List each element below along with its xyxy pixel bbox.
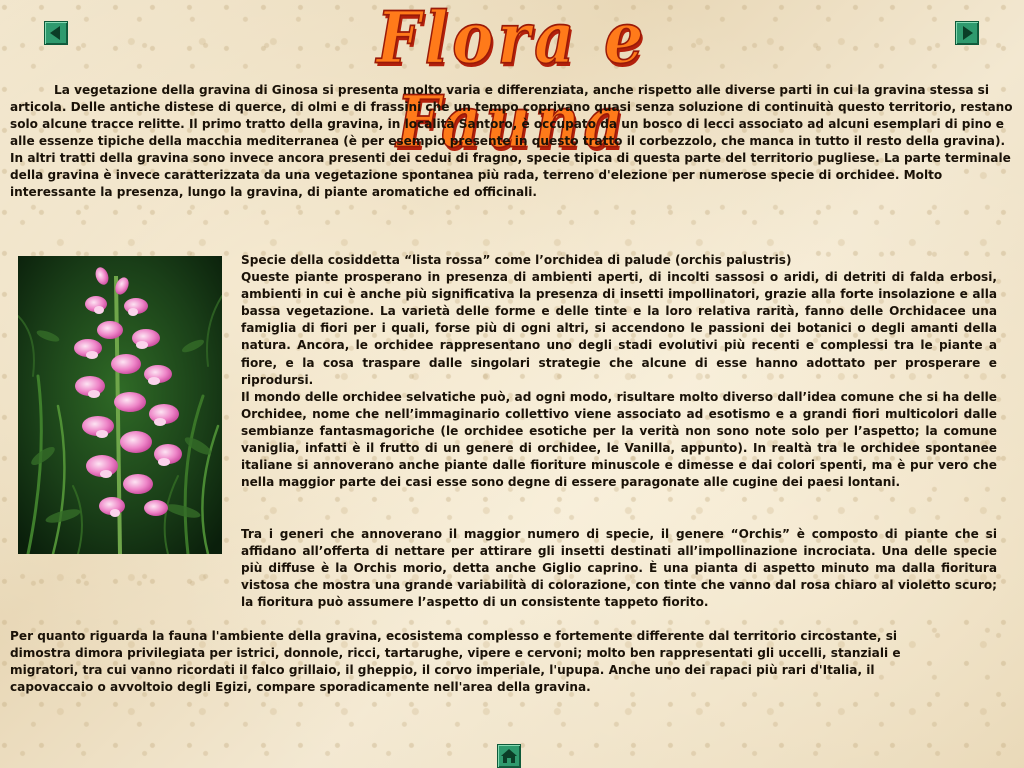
home-icon — [498, 745, 520, 767]
fauna-paragraph: Per quanto riguarda la fauna l'ambiente della gravina, ecosistema complesso e fortemente differente dal territorio circostante, si dimostra dimora privilegiata per istrici, donnole, ricci, tartarughe, vipere e cervoni; molto ben rappresentati gli uccelli, stanziali e migratori, tra cui vanno ricordati il falco grillaio, il gheppio, il corvo imperiale, l'upupa. Anche uno dei rapaci più rari d'Italia, il capovaccaio o avvoltoio degli Egizi, compare sporadicamente nell'area della gravina. — [10, 629, 901, 694]
orchid-photo — [18, 256, 222, 554]
previous-slide-button[interactable] — [44, 21, 68, 45]
intro-paragraph: La vegetazione della gravina di Ginosa si presenta molto varia e differenziata, anche rispetto alle diverse parti in cui la gravina stessa si articola. Delle antiche distese di querce, di olmi e di frassini che un tempo coprivano quasi senza soluzione di continuità questo territorio, restano solo alcune tracce relitte. Il primo tratto della gravina, in località Santoro, è occupato da un bosco di lecci associato ad alcuni esemplari di pino e alle essenze tipiche della macchia mediterranea (è per esempio presente in questo tratto il corbezzolo, che manca in tutto il resto della gravina). In altri tratti della gravina sono invece ancora presenti dei cedui di fragno, specie tipica di questa parte del territorio pugliese. La parte terminale della gravina è invece caratterizzata da una vegetazione spontanea più rada, terreno d'elezione per numerose specie di orchidee. Molto interessante la presenza, lungo la gravina, di piante aromatiche ed officinali. — [10, 83, 1013, 199]
orchis-paragraph: Tra i generi che annoverano il maggior numero di specie, il genere “Orchis” è composto di piante che si affidano all’offerta di nettare per attirare gli insetti destinati all’impollinazione incrociata. Una delle specie più diffuse è la Orchis morio, detta anche Giglio caprino. È una pianta di aspetto minuto ma dalla fioritura vistosa che mostra una grande variabilità di colorazione, con tinte che vanno dal rosa chiaro al violetto scuro; la fioritura può assumere l’aspetto di un consistente tappeto fiorito. — [241, 527, 997, 610]
arrow-right-icon — [956, 22, 978, 44]
orchis-section — [241, 526, 997, 611]
next-slide-button[interactable] — [955, 21, 979, 45]
arrow-left-icon — [45, 22, 67, 44]
orchid-paragraph-2: Il mondo delle orchidee selvatiche può, ad ogni modo, risultare molto diverso dall’idea comune che si ha delle Orchidee, nome che nell’immaginario collettivo viene associato ad esotismo e a grandi fiori multicolori dalle sembianze fantasmagoriche (le orchidee esotiche per la verità non sono note solo per l’aspetto; la comune vaniglia, infatti è il frutto di un genere di orchidee, le Vanilla, appunto). In realtà tra le orchidee spontanee italiane si annoverano anche piante dalle fioriture minuscole e dimesse e dai colori spenti, ma è pur vero che nella maggior parte dei casi esse sono degne di essere paragonate alle cugine dei paesi lontani. — [241, 389, 997, 490]
orchid-section — [241, 252, 997, 491]
page-title: Flora e Fauna — [376, 0, 648, 164]
orchid-heading: Specie della cosiddetta “lista rossa” come l’orchidea di palude (orchis palustris) — [241, 253, 792, 267]
orchid-paragraph-1: Queste piante prosperano in presenza di ambienti aperti, di incolti sassosi o aridi, di detriti di falda erbosi, ambienti in cui è anche più significativa la presenza di insetti impollinatori, grazie alla forte insolazione e alla bassa vegetazione. La varietà delle forme e delle tinte e la loro relativa rarità, fanno delle Orchidacee una famiglia di fiori per i quali, forse più di ogni altri, si accendono le passioni dei botanici o degli amanti della natura. Ancora, le orchidee rappresentano uno degli stadi evolutivi più recenti e complessi tra le piante a fiore, e la cosa traspare dalle singolari strategie che alcune di esse hanno adottato per prosperare e riprodursi. — [241, 270, 997, 387]
home-button[interactable] — [497, 744, 521, 768]
